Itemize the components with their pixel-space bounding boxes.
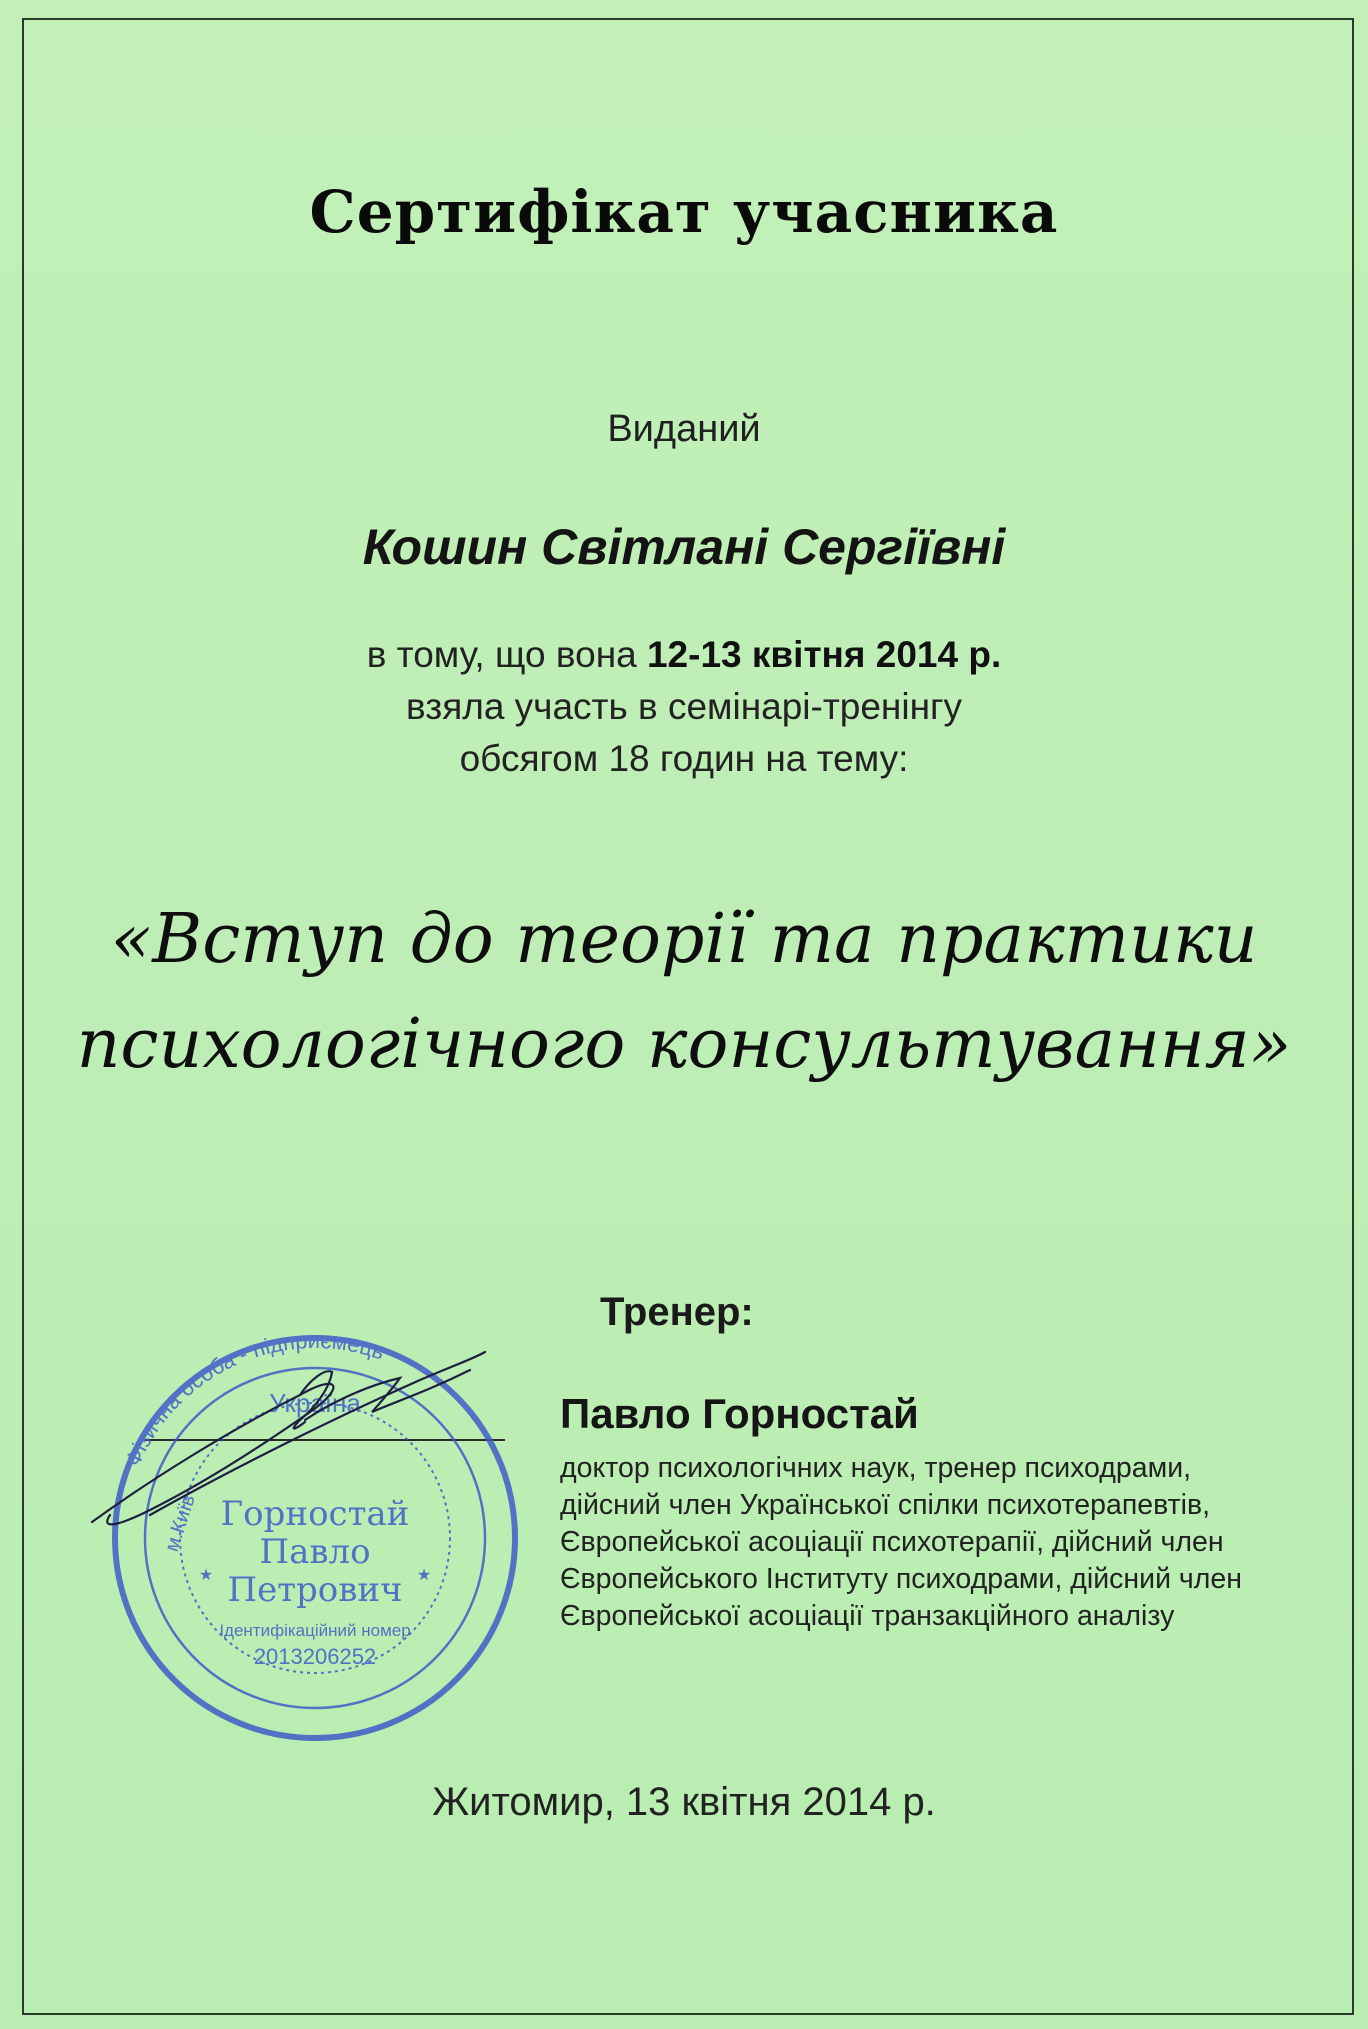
stamp-star-icon: ★ <box>198 1567 214 1584</box>
recipient-name: Кошин Світлані Сергіївні <box>362 519 1006 575</box>
credential-line: Європейської асоціації транзакційного аналізу <box>560 1600 1175 1632</box>
topic-line-1: «Вступ до теорії та практики <box>110 900 1258 979</box>
credential-line: Європейського Інституту психодрами, дійсний член <box>560 1563 1242 1595</box>
stamp-name-2: Павло <box>259 1532 371 1572</box>
credential-line: доктор психологічних наук, тренер психодрами, <box>560 1452 1192 1484</box>
stamp-id-number: 2013206252 <box>253 1644 377 1669</box>
stamp-ring-text: Фізична особа - підприємець <box>119 1327 388 1471</box>
body-line-2: взяла участь в семінарі-тренінгу <box>405 686 963 727</box>
stamp-country: Україна <box>269 1388 361 1418</box>
stamp-id-label: Ідентифікаційний номер <box>219 1621 411 1640</box>
issued-label: Виданий <box>607 408 761 450</box>
certificate-title: Сертифікат учасника <box>309 178 1059 246</box>
event-dates: 12-13 квітня 2014 р. <box>646 634 1002 675</box>
stamp-star-icon: ★ <box>416 1567 432 1584</box>
stamp <box>115 1328 515 1738</box>
trainer-name: Павло Горностай <box>560 1390 919 1437</box>
stamp-name-3: Петрович <box>227 1570 403 1610</box>
credential-line: дійсний член Української спілки психотерапевтів, <box>560 1489 1211 1521</box>
stamp-name-1: Горностай <box>220 1494 410 1534</box>
credential-line: Європейської асоціації психотерапії, дійсний член <box>560 1526 1224 1558</box>
place-and-date: Житомир, 13 квітня 2014 р. <box>432 1780 936 1824</box>
topic-line-2: психологічного консультування» <box>76 1005 1292 1084</box>
trainer-label: Тренер: <box>600 1290 754 1334</box>
body-line-3: обсягом 18 годин на тему: <box>459 738 909 779</box>
stamp-city: м.Київ <box>160 1492 200 1555</box>
body-line-1-prefix: в тому, що вона <box>366 634 647 675</box>
